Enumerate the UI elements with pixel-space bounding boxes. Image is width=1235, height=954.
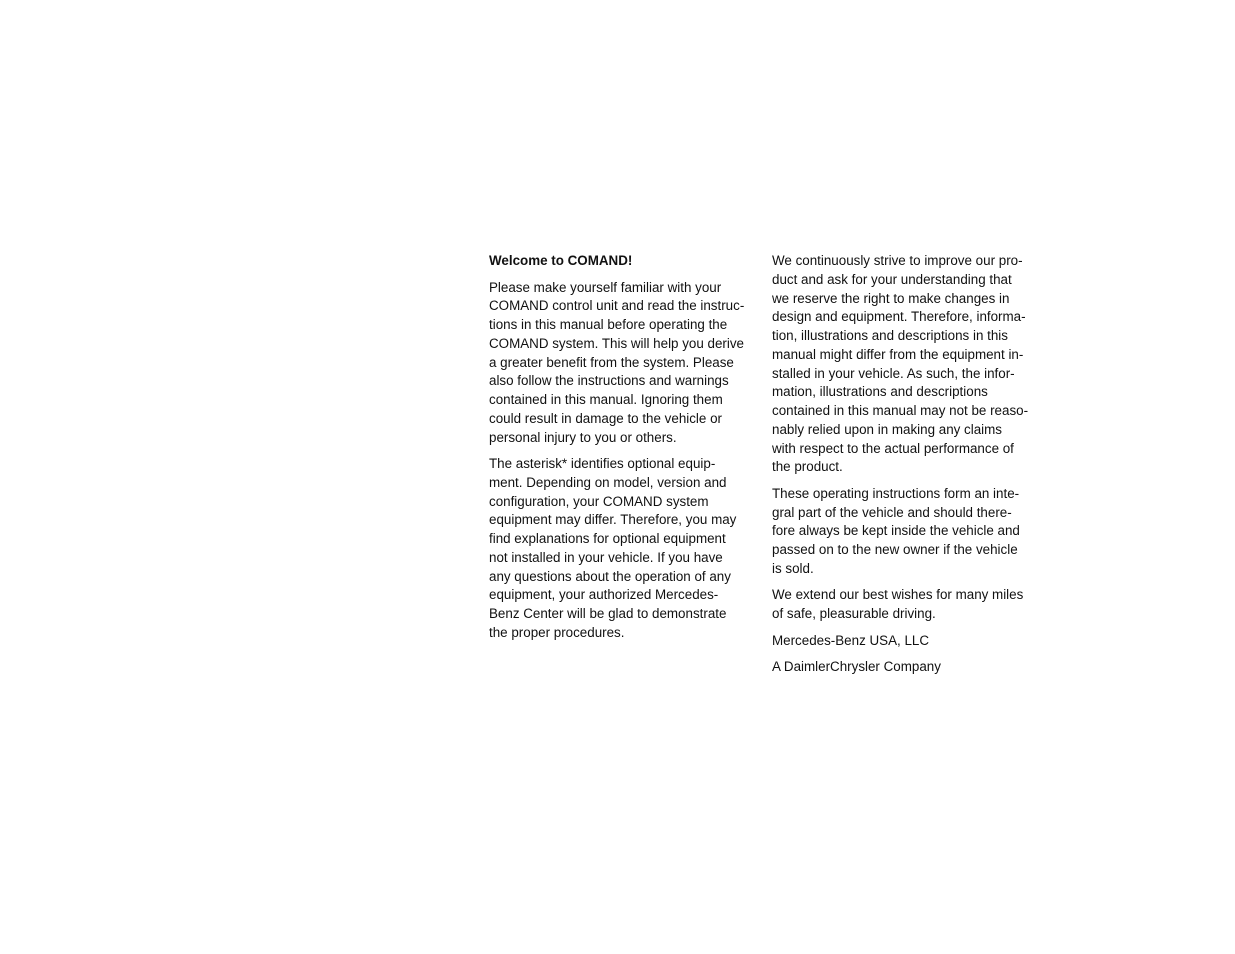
text-line: the proper procedures. [489,624,625,640]
paragraph [772,586,1047,624]
left-paragraphs [489,279,764,643]
text-line: fore always be kept inside the vehicle and [772,523,1020,539]
text-line: could result in damage to the vehicle or [489,410,722,426]
text-line: with respect to the actual performance of [772,440,1014,456]
text-line: tions in this manual before operating the [489,317,728,333]
text-line: design and equipment. Therefore, informa- [772,309,1026,325]
text-line: also follow the instructions and warnings [489,373,729,389]
text-line: a greater benefit from the system. Please [489,354,734,370]
text-line: duct and ask for your understanding that [772,271,1012,287]
page-title: Welcome to COMAND! [489,253,633,268]
text-line: contained in this manual may not be reaso- [772,403,1029,418]
paragraph [489,455,764,643]
text-line: We continuously strive to improve our pro- [772,253,1023,268]
right-paragraphs [772,252,1047,677]
text-line: not installed in your vehicle. If you have [489,549,723,565]
text-line: configuration, your COMAND system [489,493,709,509]
paragraph [772,485,1047,579]
text-line: Mercedes-Benz USA, LLC [772,632,930,648]
text-line: Please make yourself familiar with your [489,279,722,295]
paragraph [772,252,1047,477]
right-column [772,252,1047,685]
left-column [489,252,764,650]
text-line: equipment, your authorized Mercedes- [489,587,719,603]
text-line: gral part of the vehicle and should there- [772,504,1012,520]
text-line: stalled in your vehicle. As such, the infor- [772,365,1015,381]
text-line: nably relied upon in making any claims [772,421,1002,437]
text-line: COMAND control unit and read the instruc- [489,298,745,314]
text-line: any questions about the operation of any [489,568,731,584]
text-line: contained in this manual. Ignoring them [489,392,723,408]
text-line: Benz Center will be glad to demonstrate [489,606,727,622]
text-line: is sold. [772,560,814,576]
text-line: equipment may differ. Therefore, you may [489,512,737,528]
text-line: of safe, pleasurable driving. [772,606,936,622]
text-line: mation, illustrations and descriptions [772,384,988,400]
text-line: We extend our best wishes for many miles [772,587,1024,603]
text-line: tion, illustrations and descriptions in this [772,328,1008,343]
text-line: passed on to the new owner if the vehicle [772,542,1018,558]
text-line: These operating instructions form an inte- [772,485,1020,501]
text-line: The asterisk* identifies optional equip- [489,456,716,472]
text-line: A DaimlerChrysler Company [772,659,941,675]
text-line: manual might differ from the equipment in- [772,346,1024,362]
text-line: find explanations for optional equipment [489,531,726,547]
text-line: COMAND system. This will help you derive [489,335,744,351]
paragraph [772,658,1047,677]
text-line: ment. Depending on model, version and [489,474,727,490]
paragraph [489,279,764,448]
paragraph [772,632,1047,651]
text-line: personal injury to you or others. [489,429,677,445]
text-line: we reserve the right to make changes in [772,290,1010,306]
text-line: the product. [772,459,843,475]
